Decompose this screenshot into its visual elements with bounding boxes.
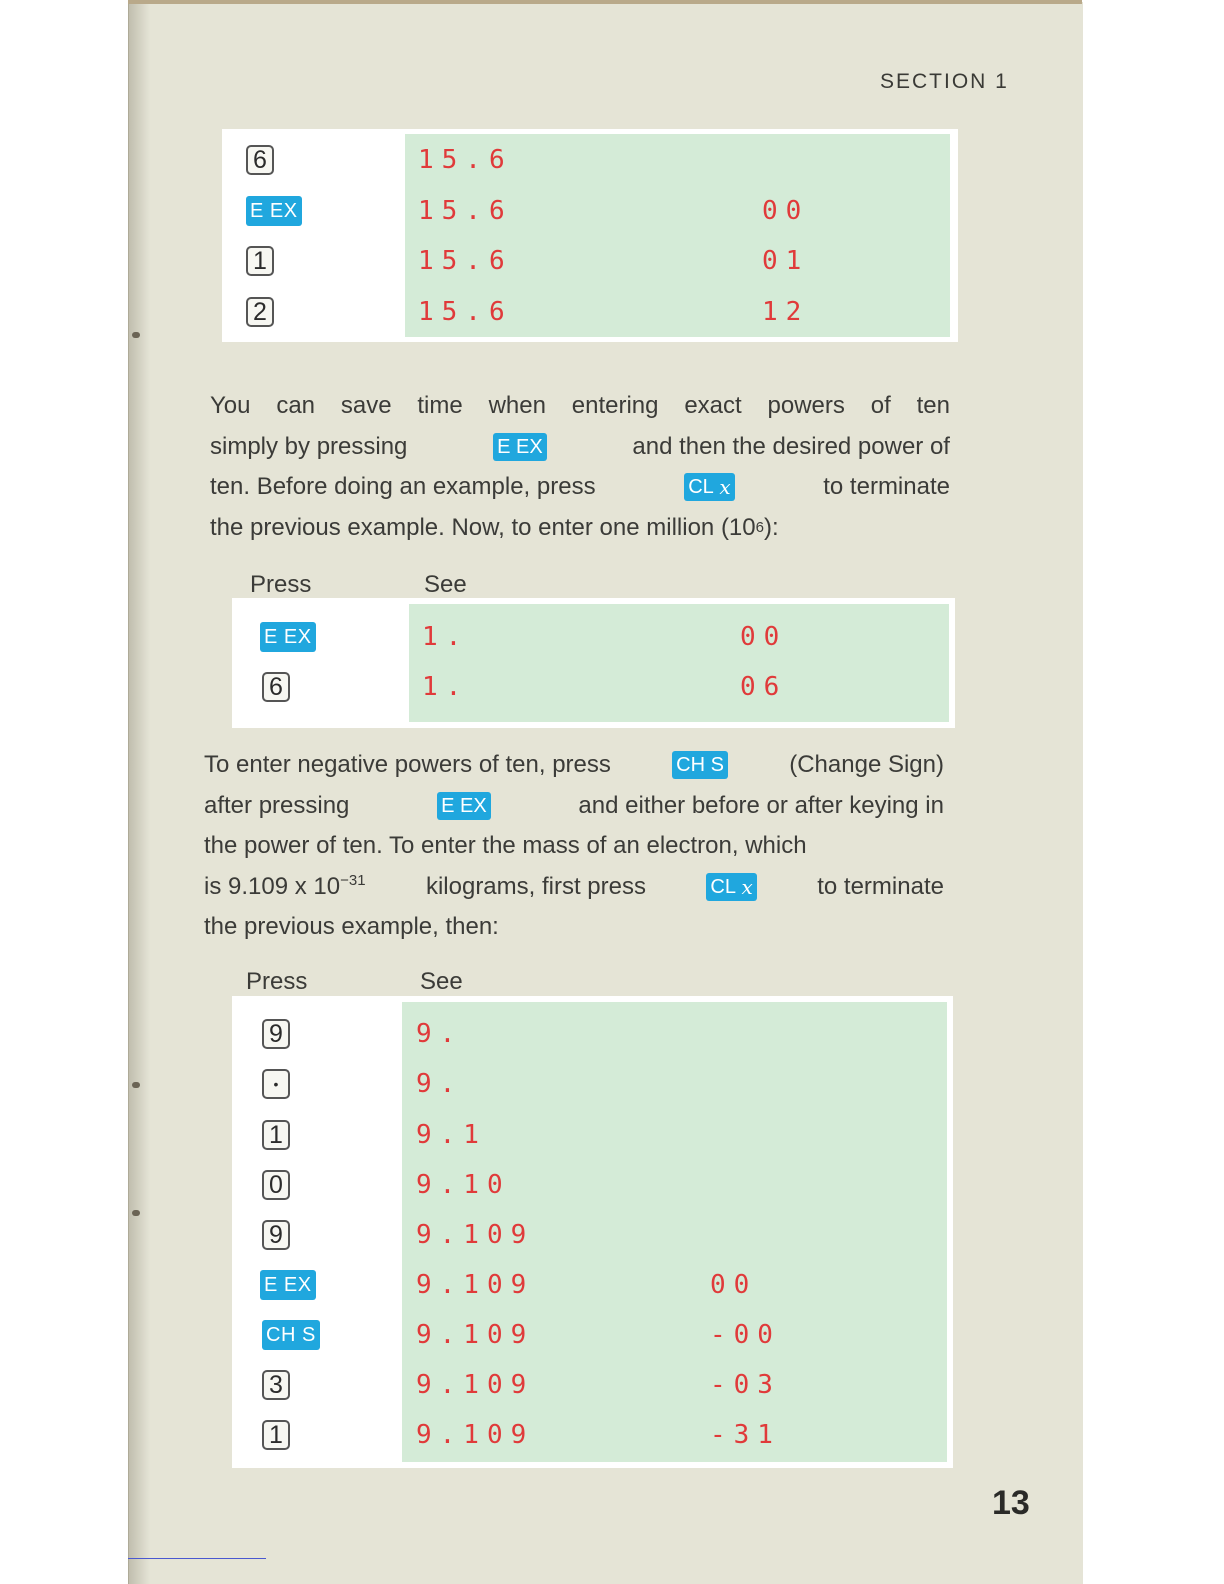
key-label: CL: [688, 476, 714, 498]
text-span: To enter negative powers of ten, press: [204, 751, 611, 778]
table-row: [222, 289, 958, 337]
text-span: kilograms, first press: [425, 872, 646, 900]
column-header-see: See: [420, 968, 463, 995]
text-line: [204, 826, 944, 867]
key-2: 2: [246, 297, 274, 327]
word: ten: [916, 392, 950, 419]
text-span: simply by pressing: [210, 432, 408, 460]
keystroke-table-3: [232, 996, 953, 1468]
table-row: [232, 664, 955, 712]
table-row: [232, 1112, 953, 1160]
word: can: [276, 392, 316, 419]
word: when: [488, 392, 546, 419]
table-row: [232, 1162, 953, 1210]
key-6: 6: [246, 145, 274, 175]
text-span: to terminate: [817, 872, 944, 900]
display-exponent: 01: [762, 246, 810, 276]
inline-key-clx: [706, 873, 756, 901]
table-row: [222, 137, 958, 185]
text-span: the power of ten. To enter the mass of an electron, which: [204, 832, 807, 859]
text-span: the previous example, then:: [204, 913, 499, 940]
key-6: 6: [262, 672, 290, 702]
table-row: [232, 1011, 953, 1059]
binding-mark: [132, 1210, 140, 1216]
table-row: [222, 238, 958, 286]
paragraph-powers-of-ten: [210, 386, 950, 548]
display-mantissa: 15.6: [418, 246, 513, 276]
display-mantissa: 1.: [422, 672, 470, 702]
inline-key-eex: E EX: [493, 433, 547, 461]
table-row: [232, 1412, 953, 1460]
key-9: 9: [262, 1220, 290, 1250]
display-mantissa: 9.109: [416, 1220, 535, 1250]
table-row: [232, 1362, 953, 1410]
key-1: 1: [246, 246, 274, 276]
keystroke-table-1: [222, 129, 958, 342]
page-number: 13: [992, 1484, 1030, 1522]
inline-key-chs: CH S: [672, 751, 728, 779]
column-header-press: Press: [246, 968, 308, 995]
section-heading: SECTION 1: [880, 70, 1009, 93]
superscript: −31: [340, 871, 366, 889]
word: save: [340, 392, 392, 419]
inline-key-eex: E EX: [437, 792, 491, 820]
text-span: the previous example. Now, to enter one million (10: [210, 513, 756, 541]
display-mantissa: 9.10: [416, 1170, 511, 1200]
text-line: the previous example. Now, to enter one million (10 6 ):: [210, 508, 950, 549]
key-1: 1: [262, 1420, 290, 1450]
text-line: [210, 467, 950, 508]
text-line: [204, 786, 944, 827]
text-line: [210, 427, 950, 468]
display-mantissa: 15.6: [418, 196, 513, 226]
key-decimal-point: •: [262, 1069, 290, 1099]
page-gutter-shadow: [128, 2, 150, 1584]
key-eex: E EX: [260, 622, 316, 652]
display-mantissa: 9.1: [416, 1120, 487, 1150]
text-line: [204, 907, 944, 948]
table-row: [232, 614, 955, 662]
text-span: to terminate: [823, 473, 950, 500]
display-mantissa: 15.6: [418, 145, 513, 175]
table-row: [232, 1262, 953, 1310]
key-variable: x: [741, 874, 753, 899]
text-span: ):: [763, 513, 779, 541]
inline-key-clx: [684, 473, 734, 501]
table-row: [232, 1212, 953, 1260]
display-exponent: -31: [710, 1420, 781, 1450]
page-top-edge: [128, 0, 1082, 4]
word: time: [417, 392, 463, 419]
key-variable: x: [719, 475, 731, 499]
key-eex: E EX: [260, 1270, 316, 1300]
text-span: is 9.109 x 10: [204, 872, 341, 900]
text-line: [204, 745, 944, 786]
display-mantissa: 1.: [422, 622, 470, 652]
display-exponent: -00: [710, 1320, 781, 1350]
display-mantissa: 9.: [416, 1019, 464, 1049]
display-exponent: 00: [762, 196, 810, 226]
word: of: [870, 392, 891, 419]
display-exponent: 00: [710, 1270, 758, 1300]
key-9: 9: [262, 1019, 290, 1049]
text-span: (Change Sign): [789, 751, 944, 778]
scan-artifact-line: [128, 1558, 266, 1559]
binding-mark: [132, 1082, 140, 1088]
display-mantissa: 9.109: [416, 1320, 535, 1350]
text-span: and then the desired power of: [632, 432, 950, 460]
text-span: ten. Before doing an example, press: [210, 473, 596, 500]
text-line: [204, 867, 944, 908]
display-mantissa: 9.109: [416, 1420, 535, 1450]
display-exponent: -03: [710, 1370, 781, 1400]
key-eex: E EX: [246, 196, 302, 226]
word: You: [210, 392, 251, 419]
display-exponent: 12: [762, 297, 810, 327]
key-3: 3: [262, 1370, 290, 1400]
display-exponent: 06: [740, 672, 788, 702]
key-0: 0: [262, 1170, 290, 1200]
key-label: CL: [710, 875, 736, 898]
table-row: [232, 1312, 953, 1360]
column-header-see: See: [424, 571, 467, 598]
word: powers: [767, 392, 845, 419]
display-exponent: 00: [740, 622, 788, 652]
table-row: [232, 1061, 953, 1109]
key-chs: CH S: [262, 1320, 320, 1350]
word: exact: [684, 392, 742, 419]
display-mantissa: 9.: [416, 1069, 464, 1099]
text-line: [210, 386, 950, 427]
paragraph-negative-powers: [204, 745, 944, 948]
display-mantissa: 15.6: [418, 297, 513, 327]
binding-mark: [132, 332, 140, 338]
column-header-press: Press: [250, 571, 312, 598]
word: entering: [571, 392, 659, 419]
keystroke-table-2: [232, 598, 955, 728]
table-row: [222, 188, 958, 236]
display-mantissa: 9.109: [416, 1370, 535, 1400]
display-mantissa: 9.109: [416, 1270, 535, 1300]
text-span: and either before or after keying in: [578, 791, 944, 819]
key-1: 1: [262, 1120, 290, 1150]
text-span: after pressing: [204, 791, 350, 819]
